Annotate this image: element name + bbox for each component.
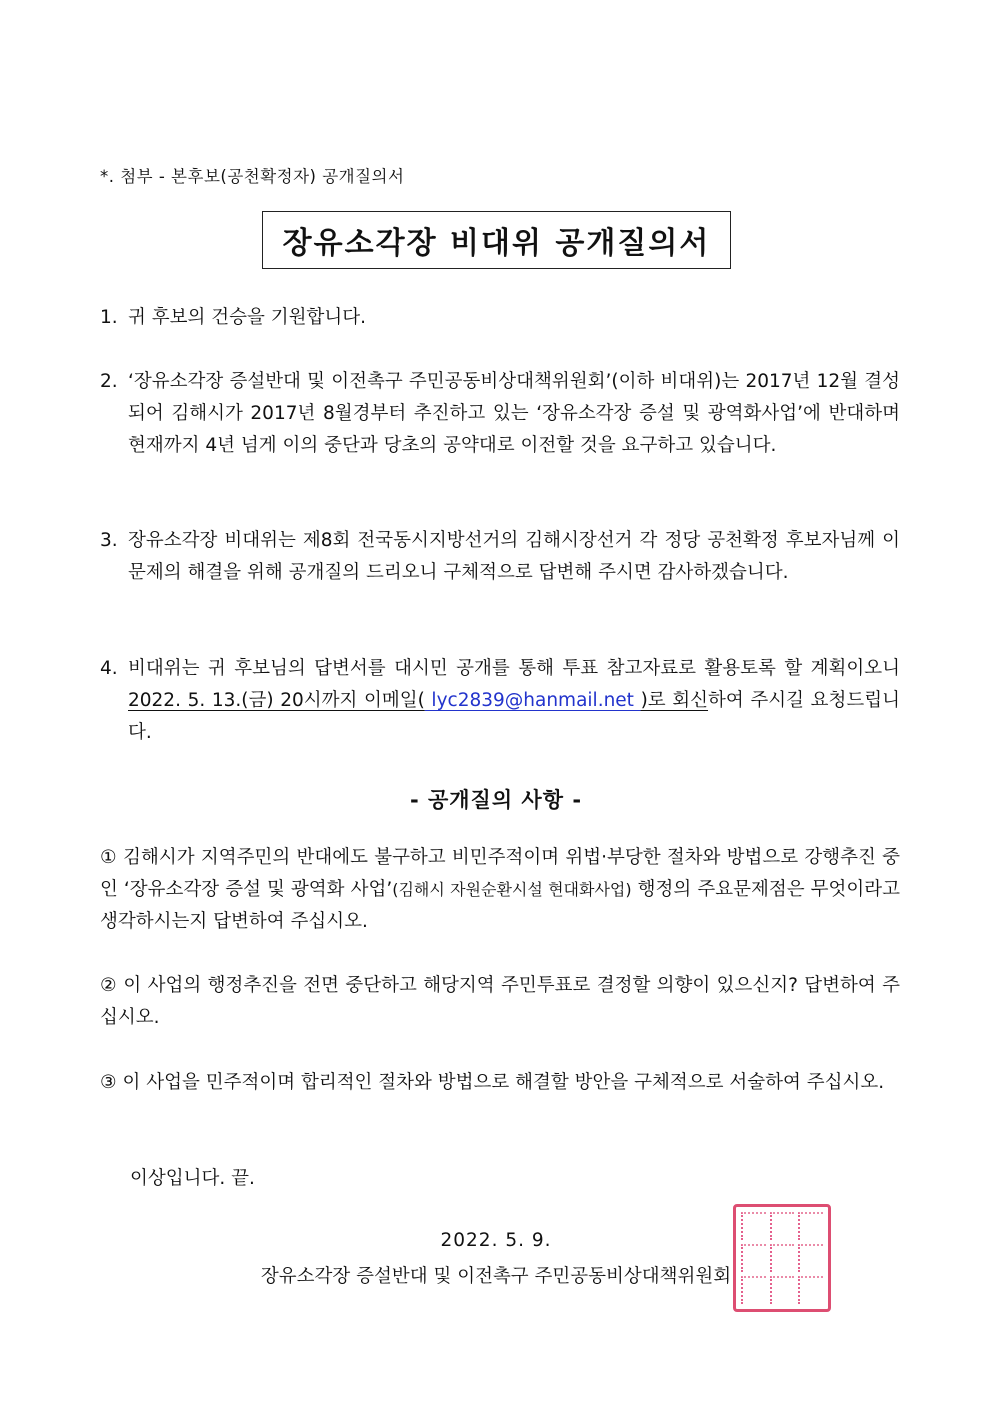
seal-mark	[741, 1212, 766, 1240]
item-1	[100, 302, 900, 334]
item-text: ‘장유소각장 증설반대 및 이전촉구 주민공동비상대책위원회’(이하 비대위)는 2017년 12월 결성되어 김해시가 2017년 8월경부터 추진하고 있는 ‘장유소각장 증설 및 광역화사업’에 반대하며 현재까지 4년 넘게 이의 중단과 당초의 공약대로 이전할 것을 요구하고 있습니다.	[128, 371, 900, 456]
closing-remark: 이상입니다. 끝.	[130, 1168, 255, 1189]
item-text: 장유소각장 비대위는 제8회 전국동시지방선거의 김해시장선거 각 정당 공천확정 후보자님께 이 문제의 해결을 위해 공개질의 드리오니 구체적으로 답변해 주시면 감사하겠습니다.	[128, 530, 900, 583]
section-title: - 공개질의 사항 -	[409, 788, 583, 812]
item-number: 4.	[100, 658, 118, 679]
item-2	[100, 366, 900, 462]
seal-mark	[770, 1212, 795, 1240]
question-2	[100, 970, 900, 1034]
organization-name: 장유소각장 증설반대 및 이전촉구 주민공동비상대책위원회	[260, 1266, 732, 1287]
question-text-end: 행정의 주요문제점은 무엇이라고 생각하시는지 답변하여 주십시오.	[100, 879, 900, 932]
item-text: 귀 후보의 건승을 기원합니다.	[128, 307, 366, 328]
item-3	[100, 525, 900, 589]
email-link[interactable]: lyc2839@hanmail.net	[424, 690, 641, 711]
attachment-note: *. 첨부 - 본후보(공천확정자) 공개질의서	[100, 167, 405, 186]
question-text: ③ 이 사업을 민주적이며 합리적인 절차와 방법으로 해결할 방안을 구체적으로 서술하여 주십시오.	[100, 1072, 885, 1093]
item-4	[100, 653, 900, 749]
item-text-start: 비대위는 귀 후보님의 답변서를 대시민 공개를 통해 투표 참고자료로 활용토록 할 계획이오니	[128, 658, 900, 679]
official-seal	[733, 1204, 831, 1312]
question-parenthetical: (김해시 자원순환시설 현대화사업)	[392, 880, 632, 899]
reply-instruction: )로 회신	[640, 690, 709, 711]
document-title: 장유소각장 비대위 공개질의서	[282, 226, 711, 261]
question-text: ② 이 사업의 행정추진을 전면 중단하고 해당지역 주민투표로 결정할 의향이 있으신지? 답변하여 주십시오.	[100, 975, 900, 1028]
document-date: 2022. 5. 9.	[440, 1230, 552, 1251]
question-3	[100, 1067, 900, 1099]
item-number: 1.	[100, 307, 118, 328]
reply-deadline: 2022. 5. 13.(금) 20시까지 이메일(	[128, 690, 425, 711]
item-number: 2.	[100, 371, 118, 392]
seal-mark	[798, 1212, 823, 1240]
item-text	[128, 653, 900, 749]
item-number: 3.	[100, 530, 118, 551]
question-1	[100, 842, 900, 938]
item-text-end: 하여 주시길 요청드립니다.	[128, 690, 900, 743]
title-box	[262, 211, 731, 269]
question-text: ① 김해시가 지역주민의 반대에도 불구하고 비민주적이며 위법·부당한 절차와 방법으로 강행추진 중인 ‘장유소각장 증설 및 광역화 사업’	[100, 847, 900, 900]
